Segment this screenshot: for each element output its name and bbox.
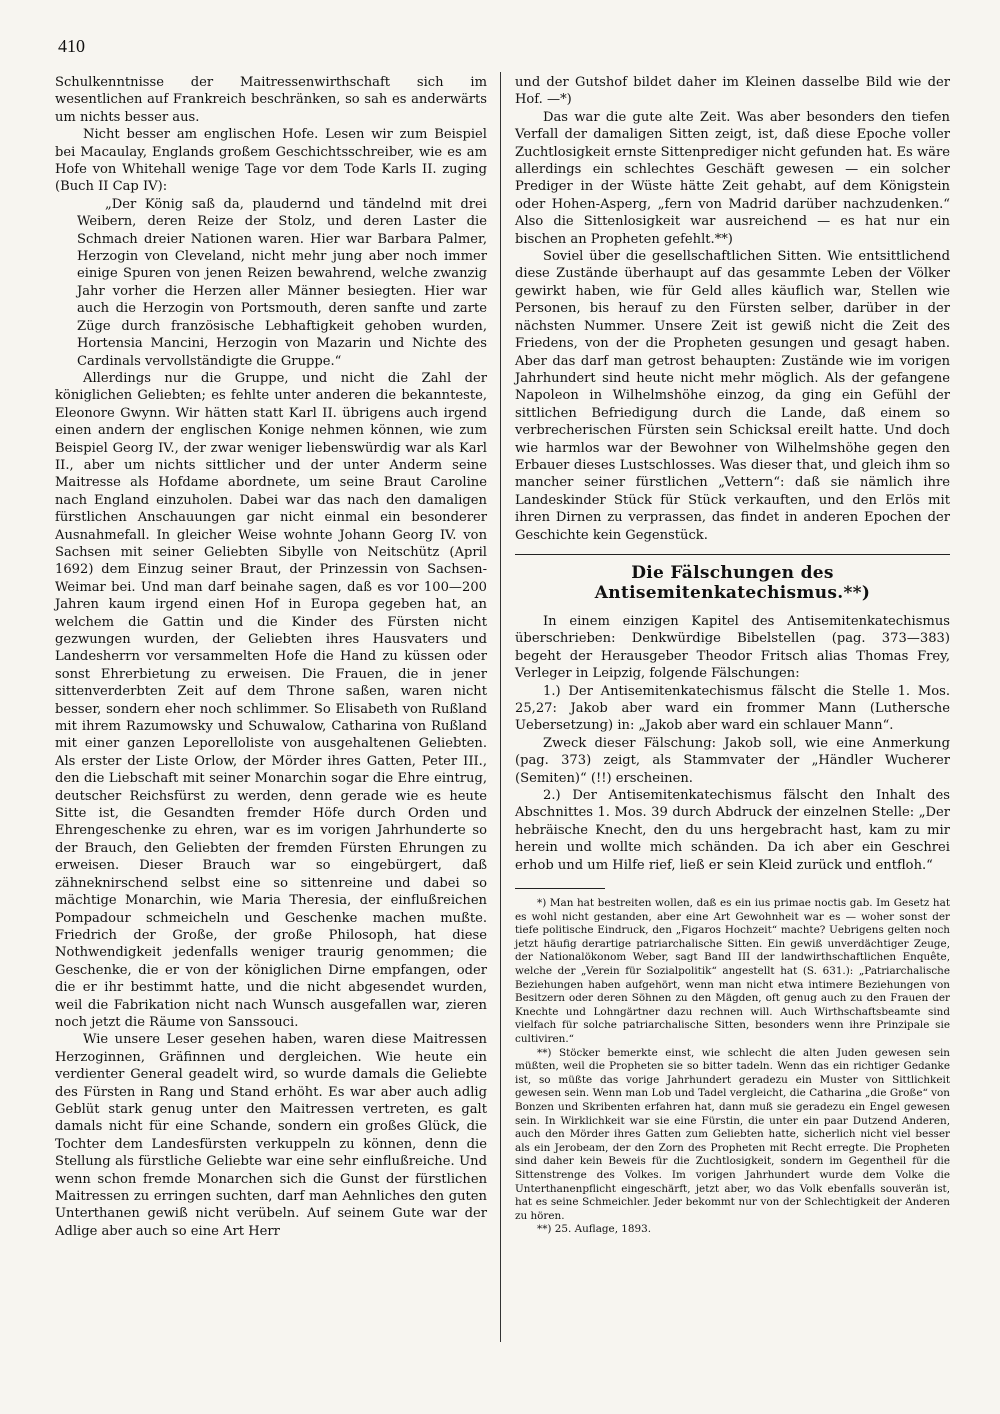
footnote: *) Man hat bestreiten wollen, daß es ein ius primae noctis gab. Im Gesetz hat es wohl nicht gestanden, aber eine Art Gewohnheit war es — woher sonst der tiefe politische Eindruck, den „Figaros Hochzeit“ machte? Uebrigens gelten noch jetzt häufig derartige patriarchalische Sitten. Ein gewiß unverdächtiger Zeuge, der Nationalökonom Weber, sagt Band III der landwirthschaftlichen Enquête, welche der „Verein für Sozialpolitik“ angestellt hat (S. 631.): „Patriarchalische Beziehungen haben aufgehört, wenn man nicht etwa intimere Beziehungen von Besitzern oder deren Söhnen zu den Mägden, oft genug auch zu den Frauen der Knechte und Lohngärtner dazu rechnen will. Auch Wirthschaftsbeamte sind vielfach für solche patriarchalische Sitten, besonders wenn ihre Prinzipale sie cultiviren.“ (515, 897, 950, 1045)
paragraph: Schulkenntnisse der Maitressenwirthschaft sich im wesentlichen auf Frankreich beschränken, so sah es anderwärts um nichts besser aus. (55, 75, 487, 125)
paragraph: Allerdings nur die Gruppe, und nicht die Zahl der königlichen Geliebten; es fehlte unter anderen die bekannteste, Eleonore Gwynn. Wir hätten statt Karl II. übrigens auch irgend einen andern der englischen Konige nehmen können, wie zum Beispiel Georg IV., der zwar weniger liebenswürdig war als Karl II., aber um nichts sittlicher und der unter Anderm seine Maitresse als Hofdame abordnete, um seine Braut Caroline nach England einzuholen. Dabei war das nach den damaligen fürstlichen Anschauungen gar nicht einmal ein besonderer Ausnahmefall. In gleicher Weise wohnte Johann Georg IV. von Sachsen mit seiner Geliebten Sibylle von Neitschütz (April 1692) dem Einzug seiner Braut, der Prinzessin von Sachsen-Weimar bei. Und man darf beinahe sagen, daß es vor 100—200 Jahren kaum irgend einen Hof in Europa gegeben hat, an welchem die Gattin und die Kinder des Fürsten nicht gezwungen wurden, der Geliebten ihres Hausvaters und Landesherrn vor versammelten Hofe die Hand zu küssen oder sonst Ehrerbietung zu erweisen. Die Frauen, die in jener sittenverderbten Zeit auf dem Throne saßen, waren nicht besser, sondern eher noch schlimmer. So Elisabeth von Rußland mit ihrem Razumowsky und Schuwalow, Catharina von Rußland mit einer ganzen Leporelloliste von ausgehaltenen Geliebten. Als erster der Liste Orlow, der Mörder ihres Gatten, Peter III., den die Liebschaft mit seiner Monarchin sogar die Ehre eintrug, deutscher Reichsfürst zu werden, denn gerade wie es heute Sitte ist, die Gesandten fremder Höfe durch Orden und Ehrengeschenke zu ehren, war es im vorigen Jahrhunderte so der Brauch, den Geliebten der fremden Fürsten Ehrungen zu erweisen. Dieser Brauch war so eingebürgert, daß zähneknirschend selbst eine so sittenreine und dabei so mächtige Monarchin, wie Maria Theresia, der einflußreichen Pompadour schmeicheln und Geschenke machen mußte. Friedrich der Große, der große Philosoph, hat diese Nothwendigkeit jedenfalls weniger traurig genommen; die Geschenke, die er von der königlichen Dirne empfangen, oder die er ihr bestimmt hatte, und die nicht abgesendet wurden, weil die Fabrikation nicht nach Wunsch ausgefallen war, zieren noch jetzt die Räume von Sanssouci. (55, 370, 487, 1030)
paragraph: 1.) Der Antisemitenkatechismus fälscht die Stelle 1. Mos. 25,27: Jakob aber ward ein frommer Mann (Luthersche Uebersetzung) in: „Jakob aber ward ein schlauer Mann“. (515, 683, 950, 734)
footnote-divider (515, 888, 605, 889)
section-heading: Die Fälschungen des Antisemitenkatechismus.**) (594, 562, 871, 603)
paragraph: Nicht besser am englischen Hofe. Lesen wir zum Beispiel bei Macaulay, Englands großem Geschichtsschreiber, wie es am Hofe von Whitehall wenige Tage vor dem Tode Karls II. zuging (Buch II Cap IV): (55, 127, 487, 195)
paragraph: und der Gutshof bildet daher im Kleinen dasselbe Bild wie der Hof. —*) (515, 75, 950, 108)
footnote: **) 25. Auflage, 1893. (537, 1223, 652, 1236)
paragraph: Zweck dieser Fälschung: Jakob soll, wie eine Anmerkung (pag. 373) zeigt, als Stammvater der „Händler Wucherer (Semiten)“ (!!) erscheinen. (515, 735, 950, 786)
paragraph: 2.) Der Antisemitenkatechismus fälscht den Inhalt des Abschnittes 1. Mos. 39 durch Abdruck der einzelnen Stelle: „Der hebräische Knecht, den du uns hergebracht hast, kam zu mir herein und wollte mich schänden. Da ich aber ein Geschrei erhob und um Hilfe rief, ließ er sein Kleid zurück und entfloh.“ (515, 788, 950, 873)
paragraph: Das war die gute alte Zeit. Was aber besonders den tiefen Verfall der damaligen Sitten zeigt, ist, daß diese Epoche voller Zuchtlosigkeit ernste Sittenprediger nicht gefunden hat. Es wäre allerdings ein schlechtes Geschäft gewesen — ein solcher Prediger in der Wüste hätte Zeit gehabt, auf dem Königstein oder Hohen-Asperg, „fern von Madrid darüber nachzudenken.“ Also die Sittenlosigkeit war ausreichend — es hat nur ein bischen an Propheten gefehlt.**) (515, 109, 950, 247)
page-number: 410 (58, 36, 85, 56)
section-divider (515, 554, 950, 555)
column-divider (500, 72, 501, 1342)
right-column (515, 74, 950, 1237)
paragraph: Wie unsere Leser gesehen haben, waren diese Maitressen Herzoginnen, Gräfinnen und dergleichen. Wie heute ein verdienter General geadelt wird, so wurde damals die Geliebte des Fürsten in Rang und Stand erhöht. Es war aber auch adlig Geblüt stark genug unter den Maitressen vertreten, es galt damals nicht für eine Schande, sondern ein großes Glück, die Tochter dem Landesfürsten verkuppeln zu können, denn die Stellung als fürstliche Geliebte war eine sehr einflußreiche. Und wenn schon fremde Monarchen sich die Gunst der fürstlichen Maitressen zu erringen suchten, darf man Aehnliches den guten Unterthanen gewiß nicht verübeln. Auf seinem Gute war der Adlige aber auch so eine Art Herr (55, 1032, 487, 1239)
paragraph: Soviel über die gesellschaftlichen Sitten. Wie entsittlichend diese Zustände überhaupt auf das gesammte Leben der Völker gewirkt haben, wie für Geld alles käuflich war, Stellen wie Personen, bis herauf zu den Fürsten selber, darüber in der nächsten Nummer. Unsere Zeit ist gewiß nicht die Zeit des Friedens, von der die Propheten gesungen und gesagt haben. Aber das darf man getrost behaupten: Zustände wie im vorigen Jahrhundert sind heute nicht mehr möglich. Als der gefangene Napoleon in Wilhelmshöhe einzog, da ging ein Gefühl der sittlichen Befriedigung durch die Lande, daß einem so verbrecherischen Fürsten sein Schicksal ereilt hatte. Und doch wie harmlos war der Bewohner von Wilhelmshöhe gegen den Erbauer dieses Lustschlosses. Was dieser that, und gleich ihm so mancher seiner fürstlichen „Vettern“: daß sie nämlich ihre Landeskinder Stück für Stück verkauften, und den Erlös mit ihren Dirnen zu verprassen, das findet in anderen Epochen der Geschichte kein Gegenstück. (515, 249, 950, 543)
left-column (55, 74, 487, 1240)
paragraph: In einem einzigen Kapitel des Antisemitenkatechismus überschrieben: Denkwürdige Bibelstellen (pag. 373—383) begeht der Herausgeber Theodor Fritsch alias Thomas Frey, Verleger in Leipzig, folgende Fälschungen: (515, 613, 950, 682)
footnote: **) Stöcker bemerkte einst, wie schlecht die alten Juden gewesen sein müßten, weil die Propheten sie so bitter tadeln. Wenn das ein richtiger Gedanke ist, so müßte das vorige Jahrhundert geradezu ein Muster von Sittlichkeit gewesen sein. Wenn man Lob und Tadel vergleicht, die Catharina „die Große“ von Bonzen und Skribenten erfahren hat, dann muß sie geradezu ein Engel gewesen sein. In Wirklichkeit war sie eine Fürstin, die unter ein paar Dutzend Anderen, auch den Mörder ihres Gatten zum Geliebten hatte, sicherlich nicht viel besser als ein Jerobeam, der den Zorn des Propheten mit Recht erregte. Die Propheten sind daher kein Beweis für die Zuchtlosigkeit, sondern im Gegentheil für die Sittenstrenge des Volkes. Im vorigen Jahrhundert wurde dem Volke die Unterthanenpflicht eingeschärft, jetzt aber, wo das Volk ebenfalls souverän ist, hat es seine Schmeichler. Jeder bekommt nur von der Schlechtigkeit der Anderen zu hören. (515, 1046, 950, 1222)
block-quote: „Der König saß da, plaudernd und tändelnd mit drei Weibern, deren Reize der Stolz, und deren Laster die Schmach dreier Nationen waren. Hier war Barbara Palmer, Herzogin von Cleveland, nicht mehr jung aber noch immer einige Spuren von jenen Reizen bewahrend, welche zwanzig Jahr vorher die Herzen aller Männer besiegten. Hier war auch die Herzogin von Portsmouth, deren sanfte und zarte Züge durch französische Lebhaftigkeit gehoben wurden, Hortensia Mancini, Herzogin von Mazarin und Nichte des Cardinals vervollständigte die Gruppe.“ (77, 196, 487, 369)
